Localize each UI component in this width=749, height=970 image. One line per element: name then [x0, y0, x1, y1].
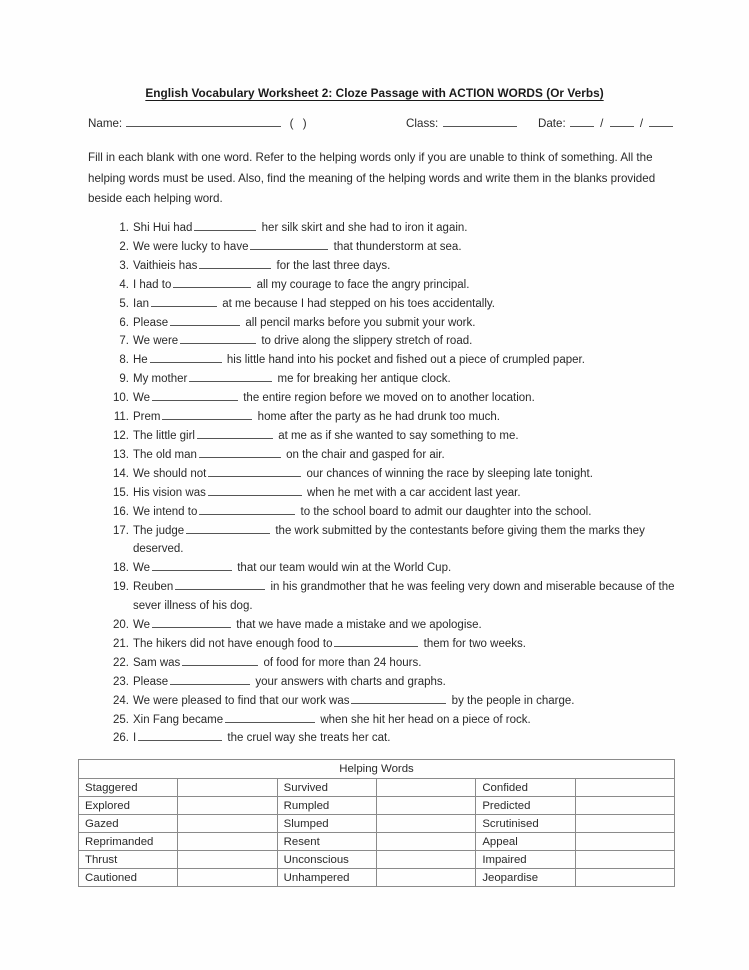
- question-text-before: Please: [133, 675, 169, 688]
- answer-blank[interactable]: [250, 240, 328, 250]
- question-text-after: that we have made a mistake and we apologise.: [233, 619, 482, 632]
- question-number: 24.: [113, 694, 129, 707]
- question-number: 23.: [113, 675, 129, 688]
- question-number: 25.: [113, 713, 129, 726]
- question-text: [133, 446, 687, 465]
- question-text-after: her silk skirt and she had to iron it again.: [258, 222, 468, 234]
- question-text-after: that our team would win at the World Cup.: [234, 562, 452, 575]
- answer-blank[interactable]: [194, 221, 256, 231]
- question-number: 18.: [113, 562, 129, 575]
- question-item: [107, 446, 687, 465]
- helping-word-meaning-cell[interactable]: [575, 815, 674, 833]
- question-item: [107, 351, 687, 370]
- answer-blank[interactable]: [208, 486, 302, 496]
- answer-blank[interactable]: [170, 675, 250, 685]
- answer-blank[interactable]: [199, 448, 281, 458]
- question-text: [133, 729, 687, 748]
- answer-blank[interactable]: [197, 429, 273, 439]
- question-number: 22.: [113, 656, 129, 669]
- question-item: [107, 673, 687, 692]
- helping-word-meaning-cell[interactable]: [178, 779, 277, 797]
- answer-blank[interactable]: [162, 410, 252, 420]
- index-number-paren[interactable]: ( ): [289, 117, 310, 130]
- question-number: 5.: [119, 297, 129, 310]
- question-text-after: home after the party as he had drunk too much.: [254, 411, 500, 424]
- helping-word-cell: Resent: [277, 833, 376, 851]
- instructions-paragraph: Fill in each blank with one word. Refer to the helping words only if you are unable to think of something. All the helping words must be used. Also, find the meaning of the helping words and write them in the blanks provided beside each helping word.: [88, 151, 656, 206]
- question-text-after: to the school board to admit our daughter into the school.: [297, 505, 592, 518]
- helping-word-cell: Cautioned: [79, 869, 178, 887]
- answer-blank[interactable]: [334, 637, 418, 647]
- helping-word-cell: Confided: [476, 779, 575, 797]
- question-number: 19.: [113, 581, 129, 594]
- question-text-after: to drive along the slippery stretch of road.: [258, 335, 473, 348]
- helping-word-meaning-cell[interactable]: [178, 851, 277, 869]
- helping-word-cell: Scrutinised: [476, 815, 575, 833]
- question-text-before: The judge: [133, 524, 185, 537]
- question-text: [133, 654, 687, 673]
- question-item: [107, 370, 687, 389]
- question-text-before: We: [133, 562, 151, 575]
- question-number: 12.: [113, 429, 129, 442]
- answer-blank[interactable]: [208, 467, 301, 477]
- question-text-after: of food for more than 24 hours.: [260, 656, 422, 669]
- question-list: [107, 219, 687, 748]
- answer-blank[interactable]: [173, 278, 251, 288]
- question-number: 21.: [113, 637, 129, 650]
- helping-word-cell: Explored: [79, 797, 178, 815]
- question-item: [107, 711, 687, 730]
- question-number: 6.: [119, 316, 129, 329]
- helping-word-cell: Predicted: [476, 797, 575, 815]
- question-number: 3.: [119, 259, 129, 272]
- answer-blank[interactable]: [151, 297, 217, 307]
- question-item: [107, 276, 687, 295]
- question-text-before: Vaithieis has: [133, 259, 198, 272]
- question-item: [107, 635, 687, 654]
- helping-word-meaning-cell[interactable]: [575, 797, 674, 815]
- date-slash-1: /: [600, 117, 604, 130]
- question-text-before: My mother: [133, 373, 188, 386]
- helping-word-meaning-cell[interactable]: [178, 815, 277, 833]
- table-header-row: [79, 760, 675, 779]
- question-number: 15.: [113, 486, 129, 499]
- answer-blank[interactable]: [351, 694, 446, 704]
- question-text-before: I had to: [133, 278, 172, 291]
- question-text: [133, 276, 687, 295]
- question-text-after: me for breaking her antique clock.: [274, 373, 451, 386]
- question-item: [107, 295, 687, 314]
- answer-blank[interactable]: [225, 713, 315, 723]
- answer-blank[interactable]: [138, 732, 222, 742]
- question-item: [107, 484, 687, 503]
- question-text: [133, 351, 687, 370]
- question-item: [107, 692, 687, 711]
- date-slash-2: /: [639, 117, 644, 130]
- helping-word-meaning-cell[interactable]: [575, 869, 674, 887]
- helping-word-meaning-cell[interactable]: [575, 833, 674, 851]
- question-item: [107, 654, 687, 673]
- question-text-after: his little hand into his pocket and fished out a piece of crumpled paper.: [223, 354, 585, 367]
- question-text: [133, 427, 687, 446]
- question-text-after: the work submitted by the contestants before giving them the marks they deserved.: [133, 524, 645, 556]
- question-text: [133, 711, 687, 730]
- question-item: [107, 559, 687, 578]
- question-number: 9.: [119, 373, 129, 386]
- question-text-after: your answers with charts and graphs.: [252, 675, 446, 688]
- answer-blank[interactable]: [152, 561, 232, 571]
- question-item: [107, 408, 687, 427]
- helping-words-thead: [79, 760, 675, 779]
- helping-words-table: [78, 759, 675, 887]
- table-row: [79, 779, 675, 797]
- question-text-before: I: [133, 732, 137, 745]
- question-text-after: when he met with a car accident last year.: [303, 486, 521, 499]
- question-text-before: He: [133, 354, 148, 367]
- answer-blank[interactable]: [152, 618, 231, 628]
- question-text-after: when she hit her head on a piece of rock.: [317, 713, 531, 726]
- name-input-line[interactable]: [126, 117, 281, 127]
- question-text: [133, 503, 687, 522]
- helping-word-meaning-cell[interactable]: [376, 779, 475, 797]
- helping-word-cell: Thrust: [79, 851, 178, 869]
- question-text-before: We should not: [133, 467, 207, 480]
- question-text-before: Please: [133, 316, 169, 329]
- question-text-after: in his grandmother that he was feeling very down and miserable because of the sever illness of his dog.: [133, 581, 675, 613]
- helping-word-meaning-cell[interactable]: [376, 833, 475, 851]
- question-text-before: The old man: [133, 448, 197, 461]
- question-text-after: that thunderstorm at sea.: [330, 240, 462, 253]
- question-text: [133, 635, 687, 654]
- helping-word-cell: Jeopardise: [476, 869, 575, 887]
- helping-word-cell: Unconscious: [277, 851, 376, 869]
- question-text-after: our chances of winning the race by sleeping late tonight.: [303, 467, 593, 480]
- student-info-row: [88, 117, 688, 130]
- answer-blank[interactable]: [175, 580, 265, 590]
- date-month-line[interactable]: [610, 117, 634, 127]
- question-text-before: His vision was: [133, 486, 206, 499]
- question-number: 16.: [113, 505, 129, 518]
- question-text: [133, 314, 687, 333]
- question-text-before: Shi Hui had: [133, 222, 193, 234]
- helping-word-cell: Staggered: [79, 779, 178, 797]
- helping-word-meaning-cell[interactable]: [376, 797, 475, 815]
- answer-blank[interactable]: [180, 334, 256, 344]
- question-text-before: We: [133, 619, 151, 632]
- question-text: [133, 389, 687, 408]
- question-text: [133, 522, 687, 560]
- question-text: [133, 408, 687, 427]
- question-item: [107, 257, 687, 276]
- question-item: [107, 238, 687, 257]
- question-item: [107, 522, 687, 560]
- helping-word-meaning-cell[interactable]: [376, 851, 475, 869]
- question-text: [133, 219, 687, 238]
- question-text: [133, 692, 687, 711]
- question-item: [107, 219, 687, 238]
- question-number: 8.: [119, 354, 129, 367]
- question-text-before: Prem: [133, 411, 161, 424]
- question-text-before: We were lucky to have: [133, 240, 249, 253]
- class-input-line[interactable]: [443, 117, 517, 127]
- question-item: [107, 314, 687, 333]
- question-text-after: the entire region before we moved on to another location.: [240, 392, 535, 405]
- helping-word-meaning-cell[interactable]: [575, 779, 674, 797]
- question-text-after: at me as if she wanted to say something to me.: [275, 429, 519, 442]
- question-number: 4.: [119, 278, 129, 291]
- question-text: [133, 257, 687, 276]
- question-text: [133, 559, 687, 578]
- helping-word-meaning-cell[interactable]: [376, 815, 475, 833]
- question-text: [133, 578, 687, 616]
- question-text: [133, 616, 687, 635]
- question-item: [107, 729, 687, 748]
- helping-word-cell: Survived: [277, 779, 376, 797]
- question-text-before: We were: [133, 335, 179, 348]
- question-number: 2.: [119, 240, 129, 253]
- table-row: [79, 851, 675, 869]
- question-number: 26.: [113, 732, 129, 745]
- helping-word-cell: Slumped: [277, 815, 376, 833]
- question-text: [133, 295, 687, 314]
- helping-word-meaning-cell[interactable]: [178, 869, 277, 887]
- question-text-after: all my courage to face the angry principal.: [253, 278, 470, 291]
- answer-blank[interactable]: [189, 372, 272, 382]
- question-text: [133, 484, 687, 503]
- question-item: [107, 332, 687, 351]
- question-item: [107, 578, 687, 616]
- table-row: [79, 869, 675, 887]
- question-number: 17.: [113, 524, 129, 537]
- helping-word-meaning-cell[interactable]: [178, 833, 277, 851]
- question-text-after: for the last three days.: [273, 259, 391, 272]
- question-text-before: Xin Fang became: [133, 713, 224, 726]
- question-text-after: them for two weeks.: [420, 637, 526, 650]
- question-text-before: We were pleased to find that our work was: [133, 694, 350, 707]
- question-text-before: The little girl: [133, 429, 195, 442]
- question-text-after: on the chair and gasped for air.: [282, 448, 445, 461]
- helping-word-cell: Impaired: [476, 851, 575, 869]
- question-text: [133, 332, 687, 351]
- class-label: Class:: [406, 117, 439, 130]
- answer-blank[interactable]: [170, 316, 240, 326]
- answer-blank[interactable]: [182, 656, 258, 666]
- table-row: [79, 815, 675, 833]
- question-text: [133, 238, 687, 257]
- helping-word-cell: Unhampered: [277, 869, 376, 887]
- question-text-before: We intend to: [133, 505, 198, 518]
- helping-word-meaning-cell[interactable]: [575, 851, 674, 869]
- name-label: Name:: [88, 117, 123, 130]
- helping-word-cell: Reprimanded: [79, 833, 178, 851]
- answer-blank[interactable]: [199, 505, 295, 515]
- question-text-before: Ian: [133, 297, 149, 310]
- date-label: Date:: [537, 117, 566, 130]
- helping-word-cell: Appeal: [476, 833, 575, 851]
- question-text-after: all pencil marks before you submit your work.: [242, 316, 476, 329]
- question-number: 10.: [113, 392, 129, 405]
- answer-blank[interactable]: [150, 353, 222, 363]
- helping-words-tbody: [79, 779, 675, 887]
- question-number: 14.: [113, 467, 129, 480]
- question-text: [133, 370, 687, 389]
- question-text-after: at me because I had stepped on his toes accidentally.: [219, 297, 495, 310]
- question-number: 20.: [113, 619, 129, 632]
- question-text-before: The hikers did not have enough food to: [133, 637, 333, 650]
- table-row: [79, 833, 675, 851]
- question-text-before: We: [133, 392, 151, 405]
- question-number: 13.: [113, 448, 129, 461]
- date-year-line[interactable]: [649, 117, 673, 127]
- question-item: [107, 389, 687, 408]
- answer-blank[interactable]: [199, 259, 271, 269]
- question-text: [133, 465, 687, 484]
- title-row: [0, 84, 749, 102]
- table-row: [79, 797, 675, 815]
- helping-word-meaning-cell[interactable]: [178, 797, 277, 815]
- helping-word-meaning-cell[interactable]: [376, 869, 475, 887]
- question-text: [133, 673, 687, 692]
- answer-blank[interactable]: [152, 391, 238, 401]
- question-item: [107, 427, 687, 446]
- page-title: English Vocabulary Worksheet 2: Cloze Passage with ACTION WORDS (Or Verbs): [145, 86, 604, 100]
- question-item: [107, 503, 687, 522]
- question-number: 7.: [119, 335, 129, 348]
- question-number: 1.: [119, 222, 129, 234]
- question-text-after: by the people in charge.: [448, 694, 575, 707]
- helping-words-header: Helping Words: [79, 760, 675, 779]
- helping-word-cell: Rumpled: [277, 797, 376, 815]
- question-item: [107, 616, 687, 635]
- question-text-before: Sam was: [133, 656, 181, 669]
- answer-blank[interactable]: [186, 524, 270, 534]
- question-text-before: Reuben: [133, 581, 174, 594]
- date-day-line[interactable]: [570, 117, 594, 127]
- question-number: 11.: [113, 411, 129, 424]
- question-item: [107, 465, 687, 484]
- question-text-after: the cruel way she treats her cat.: [224, 732, 391, 745]
- helping-word-cell: Gazed: [79, 815, 178, 833]
